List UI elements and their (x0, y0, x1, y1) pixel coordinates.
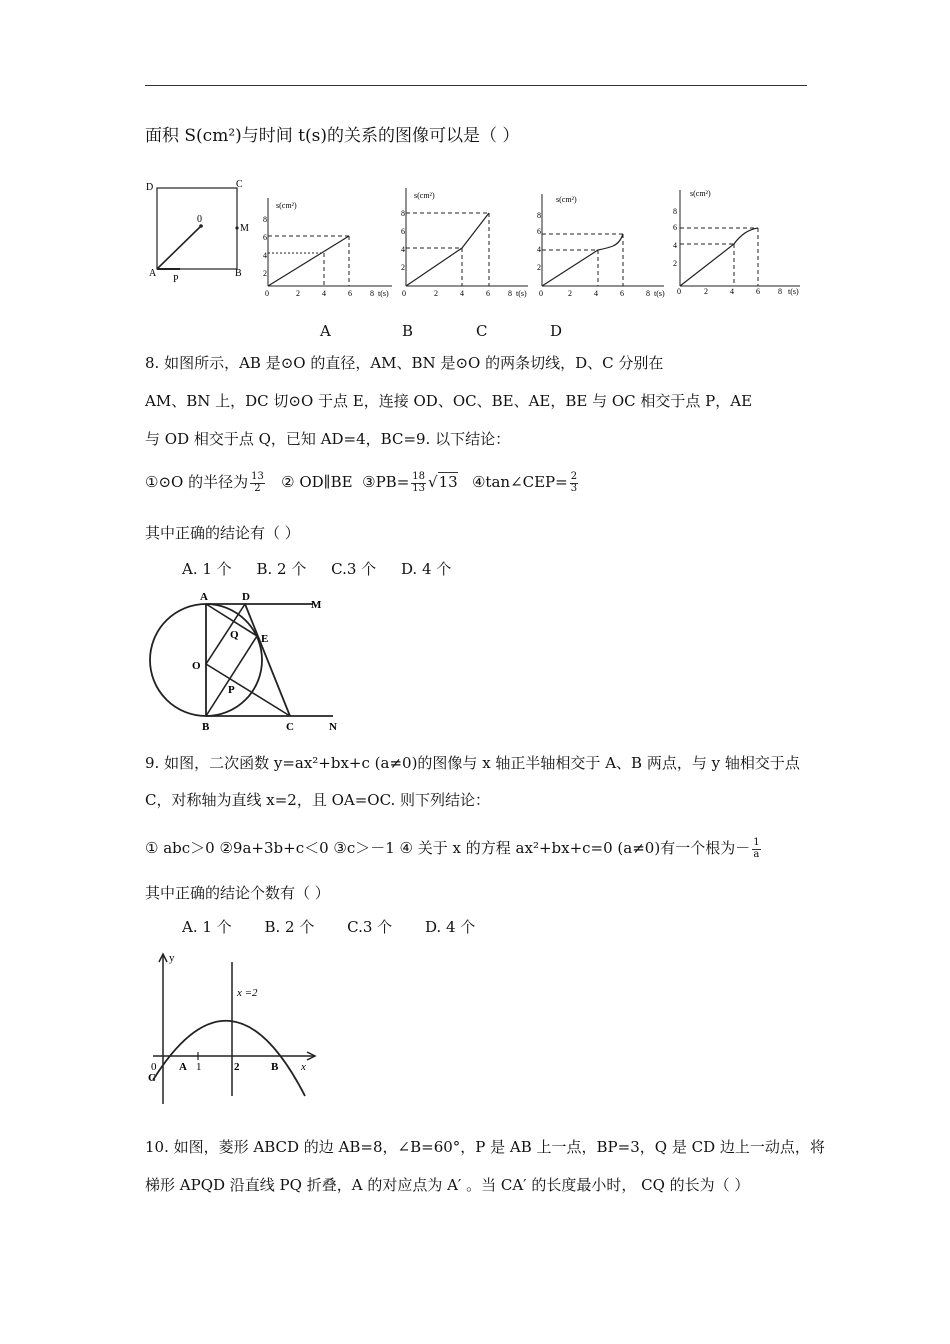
svg-text:6: 6 (401, 227, 405, 236)
q7-caption-b: B (402, 322, 414, 340)
svg-text:x: x (301, 1061, 306, 1073)
q7-caption-d: D (550, 322, 563, 340)
q8-c4: ④tan∠CEP= (471, 473, 568, 491)
svg-text:N: N (329, 721, 337, 733)
svg-text:C: C (148, 1072, 156, 1084)
svg-text:8: 8 (263, 215, 267, 224)
q9-question: 其中正确的结论个数有（ ） (145, 884, 330, 902)
svg-text:0: 0 (677, 287, 681, 296)
svg-text:6: 6 (348, 289, 352, 298)
q7-intro: 面积 S(cm²)与时间 t(s)的关系的图像可以是（ ） (145, 126, 520, 146)
svg-text:4: 4 (673, 241, 677, 250)
svg-text:A: A (179, 1061, 187, 1073)
svg-text:2: 2 (537, 263, 541, 272)
q9-line1: 9. 如图，二次函数 y=ax²+bx+c (a≠0)的图像与 x 轴正半轴相交于 A、B 两点，与 y 轴相交于点 (145, 754, 800, 772)
q9-option-c[interactable]: C.3 个 (347, 918, 393, 936)
svg-text:2: 2 (568, 289, 572, 298)
svg-text:8: 8 (370, 289, 374, 298)
q9-c4-fraction: $\frac{1}{a}$ (753, 837, 760, 860)
svg-text:M: M (311, 599, 322, 611)
svg-text:B: B (202, 721, 210, 733)
q8-figure (145, 590, 345, 738)
q8-c2: ② OD∥BE (281, 473, 353, 491)
svg-text:s(cm²): s(cm²) (690, 189, 711, 198)
q8-option-c[interactable]: C.3 个 (331, 560, 377, 578)
svg-text:4: 4 (263, 251, 267, 260)
svg-text:t(s): t(s) (788, 287, 799, 296)
svg-text:s(cm²): s(cm²) (414, 191, 435, 200)
sq-label-p: P (173, 274, 179, 285)
svg-text:P: P (228, 684, 235, 696)
svg-text:6: 6 (263, 233, 267, 242)
svg-text:Q: Q (230, 629, 239, 641)
svg-text:2: 2 (434, 289, 438, 298)
svg-text:C: C (286, 721, 294, 733)
svg-text:0: 0 (402, 289, 406, 298)
svg-text:0: 0 (151, 1061, 157, 1073)
svg-text:8: 8 (673, 207, 677, 216)
svg-text:6: 6 (537, 227, 541, 236)
sq-label-m: M (240, 223, 249, 234)
svg-text:6: 6 (673, 223, 677, 232)
q8-c1-fraction: $\frac{13}{2}$ (251, 471, 264, 494)
svg-text:4: 4 (322, 289, 326, 298)
svg-text:s(cm²): s(cm²) (276, 201, 297, 210)
svg-text:4: 4 (460, 289, 464, 298)
q7-caption-a: A (320, 322, 331, 340)
sq-label-c: C (236, 179, 243, 190)
header-rule (145, 85, 807, 86)
svg-text:O: O (192, 660, 201, 672)
q8-c3-fraction: $\frac{18}{13}$ (412, 471, 426, 494)
sq-label-o: 0 (197, 214, 202, 225)
q8-options (182, 562, 471, 577)
svg-text:6: 6 (486, 289, 490, 298)
q9-option-b[interactable]: B. 2 个 (264, 918, 315, 936)
svg-text:4: 4 (537, 245, 541, 254)
svg-text:A: A (200, 591, 208, 603)
svg-text:8: 8 (778, 287, 782, 296)
q7-caption-c: C (476, 322, 488, 340)
svg-text:2: 2 (704, 287, 708, 296)
q8-c1: ①⊙O 的半径为 (145, 473, 249, 491)
svg-text:2: 2 (401, 263, 405, 272)
q8-c3-root: √13 (428, 473, 458, 491)
sq-label-d: D (146, 182, 154, 193)
svg-text:s(cm²): s(cm²) (556, 195, 577, 204)
q10-line1: 10. 如图，菱形 ABCD 的边 AB=8，∠B=60°，P 是 AB 上一点，BP=3，Q 是 CD 边上一动点，将 (145, 1138, 825, 1156)
q7-square-figure (145, 178, 255, 288)
q8-conclusions (145, 472, 580, 494)
svg-text:6: 6 (756, 287, 760, 296)
q8-line2: AM、BN 上，DC 切⊙O 于点 E，连接 OD、OC、BE、AE，BE 与 OC 相交于点 P，AE (145, 392, 753, 410)
q8-line3: 与 OD 相交于点 Q，已知 AD=4，BC=9. 以下结论： (145, 430, 511, 448)
svg-text:D: D (242, 591, 250, 603)
q9-figure (145, 948, 335, 1108)
q7-graph-c (536, 188, 671, 303)
svg-text:1: 1 (196, 1061, 202, 1073)
svg-text:y: y (169, 952, 175, 964)
q8-option-d[interactable]: D. 4 个 (400, 560, 452, 578)
q8-c3: ③PB= (362, 473, 410, 491)
svg-text:2: 2 (673, 259, 677, 268)
svg-text:8: 8 (646, 289, 650, 298)
svg-text:8: 8 (401, 209, 405, 218)
q8-c4-fraction: $\frac{2}{3}$ (570, 471, 578, 494)
q8-option-b[interactable]: B. 2 个 (256, 560, 307, 578)
svg-text:2: 2 (263, 269, 267, 278)
svg-text:B: B (271, 1061, 279, 1073)
q7-graph-b (400, 182, 535, 302)
sq-label-b: B (235, 268, 242, 279)
q7-graph-d (672, 184, 807, 299)
svg-text:0: 0 (539, 289, 543, 298)
svg-text:x =2: x =2 (237, 987, 258, 999)
q8-line1: 8. 如图所示，AB 是⊙O 的直径，AM、BN 是⊙O 的两条切线，D、C 分别在 (145, 354, 664, 372)
svg-text:8: 8 (537, 211, 541, 220)
svg-text:6: 6 (620, 289, 624, 298)
q9-line2: C，对称轴为直线 x=2，且 OA=OC. 则下列结论： (145, 791, 491, 809)
svg-text:2: 2 (296, 289, 300, 298)
sq-label-a: A (149, 268, 157, 279)
q9-conclusions: ① abc＞0 ②9a+3b+c＜0 ③c＞－1 ④ 关于 x 的方程 ax²+bx+c=0 (a≠0)有一个根为－ $\frac{1}{a}$ (145, 837, 760, 860)
svg-text:0: 0 (265, 289, 269, 298)
q10-line2: 梯形 APQD 沿直线 PQ 折叠，A 的对应点为 A′ 。当 CA′ 的长度最小时， CQ 的长为（ ） (145, 1176, 750, 1194)
svg-text:2: 2 (234, 1061, 240, 1073)
q8-option-a[interactable]: A. 1 个 (182, 560, 232, 578)
q7-graph-a (262, 190, 397, 305)
q9-option-d[interactable]: D. 4 个 (424, 918, 476, 936)
svg-text:E: E (261, 633, 269, 645)
svg-text:8: 8 (508, 289, 512, 298)
q9-option-a[interactable]: A. 1 个 (182, 918, 232, 936)
svg-text:t(s): t(s) (378, 289, 389, 298)
svg-text:t(s): t(s) (654, 289, 665, 298)
svg-text:t(s): t(s) (516, 289, 527, 298)
q8-question: 其中正确的结论有（ ） (145, 524, 300, 542)
svg-text:4: 4 (730, 287, 734, 296)
q9-options (182, 920, 495, 935)
svg-text:4: 4 (594, 289, 598, 298)
svg-text:4: 4 (401, 245, 405, 254)
